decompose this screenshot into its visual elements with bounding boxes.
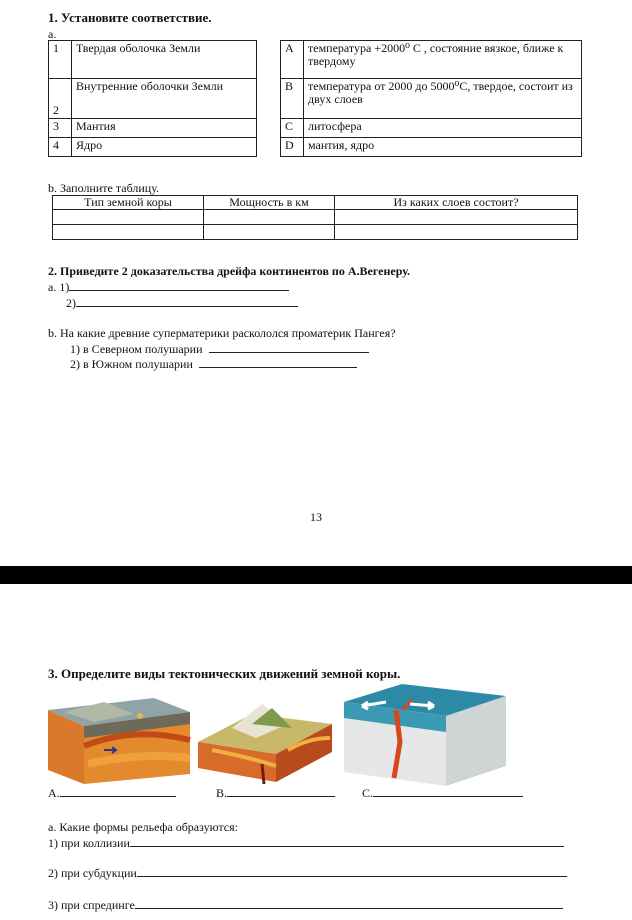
- matching-right-table: [280, 40, 582, 157]
- fill-cell[interactable]: [53, 225, 204, 240]
- collision-illustration: [44, 692, 192, 788]
- left-num-4: 4: [49, 138, 72, 157]
- q2-a1-label: a. 1): [48, 280, 70, 294]
- subduction-illustration: [192, 694, 338, 786]
- answer-line[interactable]: [135, 898, 563, 909]
- right-letter-a: A: [281, 41, 304, 79]
- right-letter-b: B: [281, 79, 304, 119]
- answer-line[interactable]: [199, 357, 357, 368]
- left-text-2: Внутренние оболочки Земли: [72, 79, 257, 119]
- answer-line[interactable]: [130, 836, 564, 847]
- left-num-1: 1: [49, 41, 72, 79]
- q3-label-a: A.: [48, 786, 60, 800]
- fill-cell[interactable]: [53, 210, 204, 225]
- q3-title: 3. Определите виды тектонических движений земной коры.: [48, 666, 401, 681]
- left-text-1: Твердая оболочка Земли: [72, 41, 257, 79]
- answer-line[interactable]: [76, 296, 298, 307]
- right-text-c: литосфера: [304, 119, 582, 138]
- left-text-3: Мантия: [72, 119, 257, 138]
- spreading-illustration: [342, 682, 506, 788]
- q3-item-collision: 1) при коллизии: [48, 836, 130, 850]
- left-text-4: Ядро: [72, 138, 257, 157]
- q2-title: 2. Приведите 2 доказательства дрейфа континентов по А.Вегенеру.: [48, 264, 411, 278]
- q3-sub-a: a. Какие формы рельефа образуются:: [48, 820, 238, 834]
- page-number: 13: [310, 510, 322, 524]
- q2-b-title: b. На какие древние суперматерики раскололся проматерик Пангея?: [48, 326, 396, 340]
- q3-item-spreading: 3) при спрединге: [48, 898, 135, 912]
- answer-line[interactable]: [227, 786, 335, 797]
- q1-sub-b: b. Заполните таблицу.: [48, 181, 159, 195]
- answer-line[interactable]: [373, 786, 523, 797]
- fill-header-thickness: Мощность в км: [204, 196, 335, 210]
- q1-title: 1. Установите соответствие.: [48, 10, 212, 25]
- left-num-2: 2: [49, 79, 72, 119]
- q2-b2-label: 2) в Южном полушарии: [70, 357, 193, 371]
- q2-b1-label: 1) в Северном полушарии: [70, 342, 203, 356]
- fill-table: [52, 195, 578, 240]
- right-text-d: мантия, ядро: [304, 138, 582, 157]
- fill-cell[interactable]: [335, 210, 578, 225]
- q3-item-subduction: 2) при субдукции: [48, 866, 137, 880]
- answer-line[interactable]: [137, 866, 567, 877]
- answer-line[interactable]: [69, 280, 289, 291]
- left-num-3: 3: [49, 119, 72, 138]
- q3-label-b: B.: [216, 786, 228, 800]
- right-letter-d: D: [281, 138, 304, 157]
- fill-cell[interactable]: [204, 225, 335, 240]
- page-separator-band: [0, 566, 632, 584]
- q1-sub-a: a.: [48, 27, 57, 41]
- right-letter-c: C: [281, 119, 304, 138]
- fill-header-layers: Из каких слоев состоит?: [335, 196, 578, 210]
- right-text-b: температура от 2000 до 5000⁰С, твердое, состоит из двух слоев: [304, 79, 582, 119]
- fill-cell[interactable]: [204, 210, 335, 225]
- answer-line[interactable]: [209, 342, 369, 353]
- q3-label-c: C.: [362, 786, 374, 800]
- right-text-a: температура +2000⁰ С , состояние вязкое, ближе к твердому: [304, 41, 582, 79]
- answer-line[interactable]: [60, 786, 176, 797]
- matching-left-table: [48, 40, 257, 157]
- fill-header-crust-type: Тип земной коры: [53, 196, 204, 210]
- q2-a2-label: 2): [66, 296, 76, 310]
- fill-cell[interactable]: [335, 225, 578, 240]
